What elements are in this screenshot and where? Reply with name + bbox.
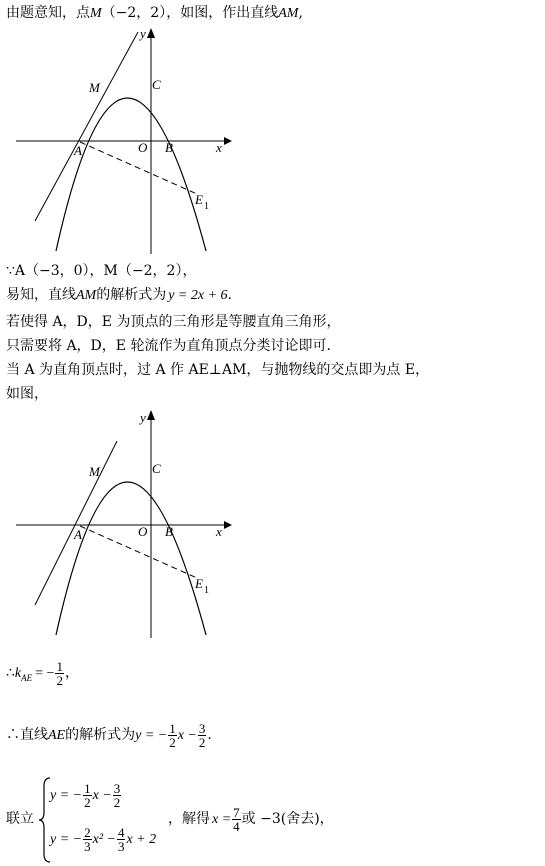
b-label: B (165, 524, 173, 539)
punct: . (207, 727, 212, 743)
fraction (83, 782, 92, 809)
equals-minus: = − (35, 666, 55, 681)
solve-text: ，解得 (168, 811, 210, 827)
denominator: 2 (198, 734, 206, 750)
eq-x: x − (177, 728, 197, 743)
m-label: M (89, 464, 100, 479)
y-label: y (140, 26, 146, 41)
solution-fraction (232, 806, 241, 833)
x-label: x (216, 524, 222, 539)
e1-label: E (195, 576, 203, 591)
b-label: B (165, 140, 173, 155)
c-label: C (152, 77, 161, 92)
numerator: 1 (84, 780, 91, 796)
intro-text: 由题意知，点 (6, 5, 90, 21)
fraction (113, 782, 122, 809)
eq-lhs: y = − (50, 832, 83, 847)
fraction (168, 722, 177, 749)
fraction (83, 826, 92, 853)
punct: ， (64, 665, 79, 681)
eq-x: x − (92, 788, 112, 803)
system-eq-1 (50, 780, 122, 811)
therefore-symbol: ∴ (6, 665, 15, 681)
solution-tail: 或 −3(舍去)， (241, 811, 334, 827)
line-am-label: AM (76, 288, 97, 303)
denominator: 2 (84, 794, 91, 810)
text: 的解析式为 (96, 287, 167, 303)
system-label (6, 810, 34, 828)
x-axis-arrow (224, 521, 232, 529)
numerator: 4 (117, 824, 125, 840)
numerator: 3 (198, 720, 206, 736)
coords-text: （−2，2），如图，作出直线 (101, 5, 279, 21)
solution-line (168, 804, 334, 835)
x-axis-arrow (224, 137, 232, 145)
numerator: 7 (233, 804, 240, 820)
parabola-curve (56, 98, 206, 251)
y-label: y (140, 410, 146, 425)
y-axis-arrow (147, 28, 155, 38)
x-label: x (216, 140, 222, 155)
numerator: 1 (56, 658, 63, 674)
point-m-label: M (90, 6, 102, 21)
numerator: 1 (169, 720, 176, 736)
e1-subscript: 1 (204, 201, 209, 212)
parabola-curve (56, 482, 206, 635)
denominator: 3 (84, 838, 91, 854)
c-label: C (152, 461, 161, 476)
given-points-text: ∵A（−3，0），M（−2，2）， (6, 263, 197, 279)
condition-text: 若使得 A，D，E 为顶点的三角形是等腰直角三角形， (6, 314, 341, 330)
fraction (117, 826, 126, 853)
text: 易知，直线 (6, 287, 76, 303)
e1-subscript: 1 (204, 585, 209, 596)
text: ∴直线 (6, 727, 48, 743)
e1-label: E (195, 192, 203, 207)
o-label: O (138, 524, 148, 539)
approach-line (6, 337, 331, 355)
o-label: O (138, 140, 148, 155)
given-points-line (6, 262, 196, 280)
numerator: 3 (113, 780, 121, 796)
system-eq-2 (50, 824, 156, 855)
line-ae-label: AE (48, 728, 66, 743)
line-am (35, 32, 138, 221)
denominator: 2 (113, 794, 121, 810)
denominator: 3 (117, 838, 125, 854)
line-am (35, 441, 117, 605)
punct: , (298, 5, 303, 21)
eq-lhs: y = − (50, 788, 83, 803)
case-text: 当 A 为直角顶点时，过 A 作 AE⊥AM，与抛物线的交点即为点 E， (6, 362, 430, 378)
m-label: M (89, 80, 100, 95)
parabola-figure-1 (10, 24, 235, 256)
y-axis-arrow (147, 410, 155, 420)
slope-subscript: AE (21, 672, 33, 683)
punct: . (227, 287, 232, 303)
slope-fraction (55, 660, 64, 687)
line-am-equation-line (6, 286, 232, 305)
eq-lhs: y = − (135, 728, 168, 743)
as-shown-line (6, 385, 48, 403)
fraction (198, 722, 207, 749)
am-equation: y = 2x + 6 (168, 288, 228, 303)
condition-line (6, 313, 340, 331)
as-shown-text: 如图， (6, 386, 48, 402)
denominator: 2 (56, 672, 63, 688)
denominator: 4 (233, 818, 240, 834)
lianli-text: 联立 (6, 811, 34, 827)
line-ae-equation-line (6, 720, 212, 751)
x-equals: x = (212, 812, 232, 827)
a-label: A (74, 527, 82, 542)
numerator: 2 (84, 824, 91, 840)
text: 的解析式为 (65, 727, 136, 743)
case-line (6, 361, 429, 379)
denominator: 2 (169, 734, 176, 750)
approach-text: 只需要将 A，D，E 轮流作为直角顶点分类讨论即可. (6, 338, 331, 354)
intro-line (6, 4, 303, 23)
a-label: A (74, 143, 82, 158)
eq-tail: x + 2 (126, 832, 157, 847)
line-am-label: AM (278, 6, 299, 21)
slope-line (6, 658, 79, 693)
eq-x-squared: x² − (92, 832, 116, 847)
parabola-figure-2 (10, 406, 235, 640)
slope-symbol: k (14, 666, 22, 681)
